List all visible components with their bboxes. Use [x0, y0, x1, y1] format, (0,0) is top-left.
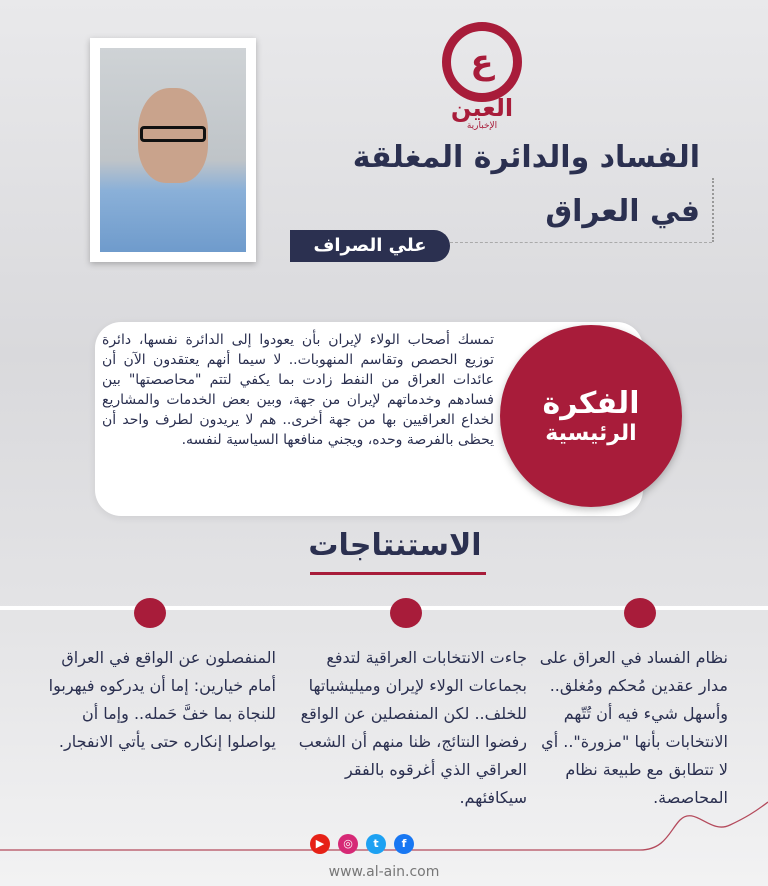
- social-links: [310, 834, 414, 854]
- brand-name: العين: [450, 94, 514, 122]
- website-link[interactable]: www.al-ain.com: [328, 864, 440, 880]
- brand-subtitle: الإخبارية: [466, 121, 498, 131]
- speech-bubble-icon: [390, 598, 422, 628]
- speech-bubble-icon: [134, 598, 166, 628]
- twitter-icon[interactable]: t: [366, 834, 386, 854]
- page-title-line2: في العراق: [545, 194, 700, 229]
- main-idea-label: الفكرة: [542, 386, 640, 421]
- heading-underline: [310, 572, 486, 575]
- main-idea-badge: [500, 325, 682, 507]
- conclusion-item: جاءت الانتخابات العراقية لتدفع بجماعات الولاء لإيران وميليشياتها للخلف.. لكن المنفصلين عن الواقع رفضوا النتائج، ظنا منهم أن الشعب العراقي الذي أغرقوه بالفقر سيكافئهم.: [298, 648, 527, 807]
- youtube-icon[interactable]: ▶: [310, 834, 330, 854]
- conclusion-item: نظام الفساد في العراق على مدار عقدين مُحكم ومُغلق.. وأسهل شيء فيه أن تُتّهم الانتخابات بأنها "مزورة".. أي لا تتطابق مع طبيعة نظام المحاصصة.: [539, 648, 728, 807]
- main-idea-text: تمسك أصحاب الولاء لإيران بأن يعودوا إلى الدائرة نفسها، دائرة توزيع الحصص وتقاسم المنهوبات.. لا سيما أنهم يعتقدون الآن أن عائدات العراق من النفط زادت بما يكفي لتتم "محاصصتها" بين فسادهم وخدماتهم لإيران من جهة، وبين بعض الخدمات والمشاريع لخداع العراقيين بها من جهة أخرى.. هم لا يريدون لطرف واحد أن يحظى بالفرصة وحده، ويجني منافعها السياسية لنفسه.: [102, 332, 494, 448]
- main-idea-label: الرئيسية: [545, 421, 637, 446]
- decorative-wave: [0, 790, 768, 870]
- speech-bubble-icon: [624, 598, 656, 628]
- conclusion-item: المنفصلون عن الواقع في العراق أمام خيارين: إما أن يدركوه فيهربوا للنجاة بما خفَّ حَمله.. وإما أن يواصلوا إنكاره حتى يأتي الانفجار.: [48, 648, 276, 751]
- author-badge: علي الصراف: [290, 230, 450, 262]
- facebook-icon[interactable]: f: [394, 834, 414, 854]
- page-title-line1: الفساد والدائرة المغلقة: [352, 140, 700, 175]
- brand-logo: [442, 22, 522, 102]
- conclusions-heading: الاستنتاجات: [308, 528, 482, 563]
- author-photo: [90, 38, 256, 262]
- divider: [712, 178, 714, 242]
- logo-letter: ع: [470, 42, 494, 82]
- instagram-icon[interactable]: ◎: [338, 834, 358, 854]
- divider: [450, 242, 712, 243]
